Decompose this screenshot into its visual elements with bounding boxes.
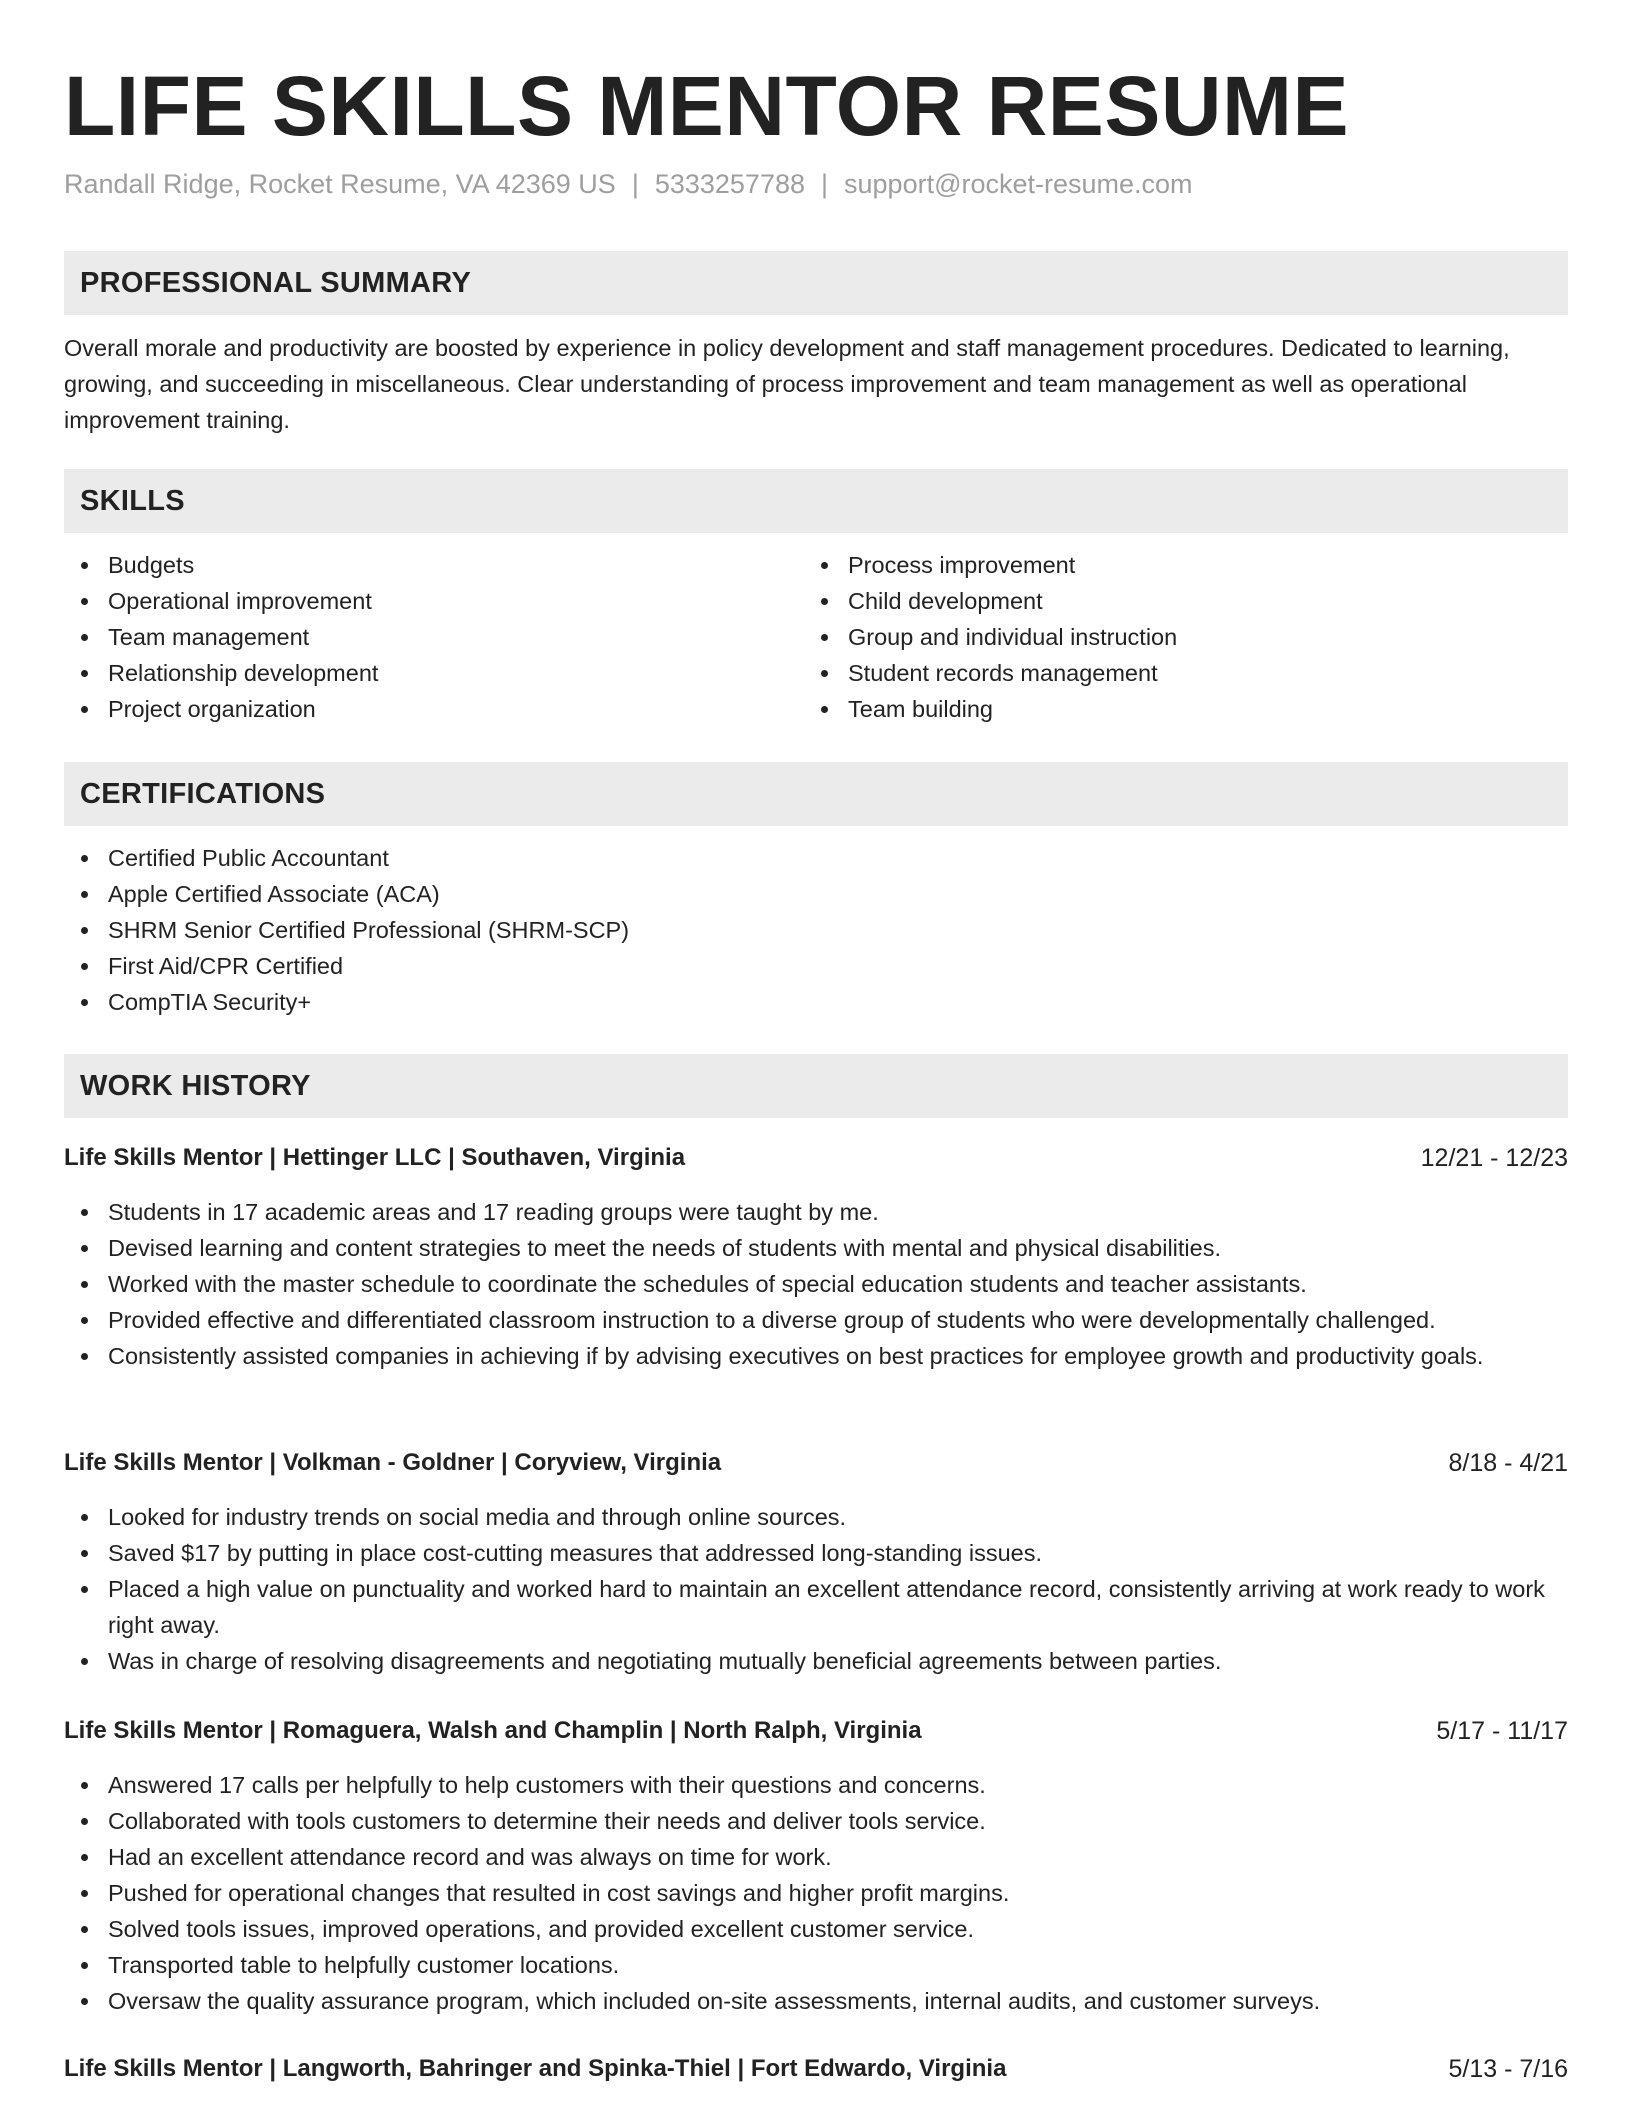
job-dates: 5/13 - 7/16 (1448, 2055, 1568, 2083)
job-dates: 8/18 - 4/21 (1448, 1449, 1568, 1477)
summary-text: Overall morale and productivity are boosted by experience in policy development and staff management procedures. Dedicated to learning, growing, and succeeding in miscellaneous. Clear understanding of process improvement and team management as well as operational improvement training. (64, 335, 1510, 433)
section-heading-work-history: WORK HISTORY (64, 1054, 1568, 1118)
job-duty-item: Oversaw the quality assurance program, which included on-site assessments, internal audits, and customer surveys. (64, 1983, 1568, 2019)
skill-item: Project organization (64, 691, 764, 727)
skill-item: Process improvement (804, 547, 1504, 583)
job-duty-item: Provided effective and differentiated classroom instruction to a diverse group of students who were developmentally challenged. (64, 1302, 1568, 1338)
job-duty-item: Placed a high value on punctuality and worked hard to maintain an excellent attendance record, consistently arriving at work ready to work right away. (64, 1571, 1568, 1643)
job-duty-item: Answered 17 calls per helpfully to help customers with their questions and concerns. (64, 1767, 1568, 1803)
job-duty-item: Worked with the master schedule to coordinate the schedules of special education students and teacher assistants. (64, 1266, 1568, 1302)
skill-item: Budgets (64, 547, 764, 583)
section-heading-skills: SKILLS (64, 469, 1568, 533)
skill-item: Student records management (804, 655, 1504, 691)
certification-item: SHRM Senior Certified Professional (SHRM-SCP) (64, 912, 1568, 948)
section-heading-summary: PROFESSIONAL SUMMARY (64, 251, 1568, 315)
job-dates: 5/17 - 11/17 (1436, 1717, 1568, 1745)
job-title: Life Skills Mentor | Volkman - Goldner | Coryview, Virginia (64, 1449, 722, 1476)
section-heading-certifications: CERTIFICATIONS (64, 762, 1568, 826)
job-duty-item: Students in 17 academic areas and 17 reading groups were taught by me. (64, 1194, 1568, 1230)
skill-item: Group and individual instruction (804, 619, 1504, 655)
job-title: Life Skills Mentor | Romaguera, Walsh and Champlin | North Ralph, Virginia (64, 1717, 922, 1744)
job-duty-item: Devised learning and content strategies to meet the needs of students with mental and physical disabilities. (64, 1230, 1568, 1266)
contact-line (64, 166, 1193, 202)
certifications-list (64, 840, 1568, 1020)
certification-item: First Aid/CPR Certified (64, 948, 1568, 984)
job-duty-item: Pushed for operational changes that resulted in cost savings and higher profit margins. (64, 1875, 1568, 1911)
contact-address: Randall Ridge, Rocket Resume, VA 42369 US (64, 169, 616, 199)
certification-item: Certified Public Accountant (64, 840, 1568, 876)
skills-list-right (804, 547, 1504, 727)
skills-list-left (64, 547, 764, 727)
contact-separator: | (821, 169, 829, 199)
contact-email: support@rocket-resume.com (844, 169, 1193, 199)
job-duty-item: Had an excellent attendance record and was always on time for work. (64, 1839, 1568, 1875)
job-header (64, 1140, 1568, 1176)
skill-item: Team management (64, 619, 764, 655)
job-title: Life Skills Mentor | Langworth, Bahringer and Spinka-Thiel | Fort Edwardo, Virginia (64, 2055, 1007, 2082)
skill-item: Operational improvement (64, 583, 764, 619)
job-header (64, 1445, 1568, 1481)
job-duty-item: Consistently assisted companies in achieving if by advising executives on best practices for employee growth and productivity goals. (64, 1338, 1568, 1374)
job-duty-item: Transported table to helpfully customer locations. (64, 1947, 1568, 1983)
job-duty-item: Looked for industry trends on social media and through online sources. (64, 1499, 1568, 1535)
job-duties-list (64, 1194, 1568, 1374)
job-dates: 12/21 - 12/23 (1420, 1144, 1568, 1172)
skill-item: Child development (804, 583, 1504, 619)
job-header (64, 2051, 1568, 2087)
skill-item: Relationship development (64, 655, 764, 691)
skill-item: Team building (804, 691, 1504, 727)
certification-item: Apple Certified Associate (ACA) (64, 876, 1568, 912)
resume-title: LIFE SKILLS MENTOR RESUME (64, 59, 1350, 153)
job-duty-item: Saved $17 by putting in place cost-cutting measures that addressed long-standing issues. (64, 1535, 1568, 1571)
contact-separator: | (631, 169, 639, 199)
job-duty-item: Solved tools issues, improved operations, and provided excellent customer service. (64, 1911, 1568, 1947)
job-duties-list (64, 1499, 1568, 1679)
certification-item: CompTIA Security+ (64, 984, 1568, 1020)
job-duty-item: Collaborated with tools customers to determine their needs and deliver tools service. (64, 1803, 1568, 1839)
job-duty-item: Was in charge of resolving disagreements and negotiating mutually beneficial agreements between parties. (64, 1643, 1568, 1679)
contact-phone: 5333257788 (654, 169, 805, 199)
job-title: Life Skills Mentor | Hettinger LLC | Southaven, Virginia (64, 1144, 686, 1171)
job-header (64, 1713, 1568, 1749)
job-duties-list (64, 1767, 1568, 2019)
